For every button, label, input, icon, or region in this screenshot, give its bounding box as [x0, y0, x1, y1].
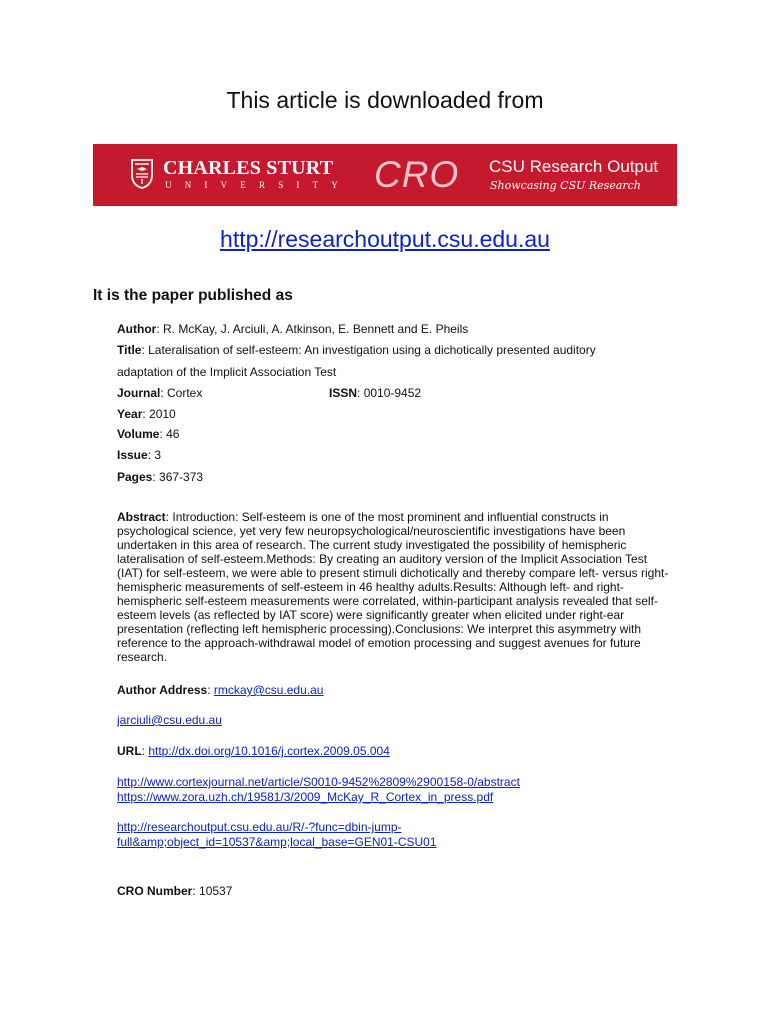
year-value: 2010 — [149, 407, 176, 421]
author-label: Author — [117, 322, 157, 336]
year-label: Year — [117, 407, 143, 421]
author-row: Author: R. McKay, J. Arciuli, A. Atkinson, E. Bennett and E. Pheils — [117, 322, 469, 336]
title-row: Title: Lateralisation of self-esteem: An investigation using a dichotically presented auditory — [117, 343, 596, 357]
cortex-journal-link[interactable]: http://www.cortexjournal.net/article/S0010-9452%2809%2900158-0/abstract — [117, 775, 520, 789]
publisher-links — [117, 775, 520, 805]
cro-tagline: Showcasing CSU Research — [490, 179, 641, 192]
email-row-2 — [117, 713, 222, 727]
cro-number-value: 10537 — [199, 884, 233, 898]
url-row: URL: http://dx.doi.org/10.1016/j.cortex.2009.05.004 — [117, 744, 390, 758]
cro-title: CSU Research Output — [489, 157, 659, 176]
pages-value: 367-373 — [159, 470, 204, 484]
title-row-continued — [117, 365, 336, 379]
cro-record-link-block — [117, 820, 437, 850]
url-label: URL — [117, 744, 142, 758]
author-address-row: Author Address: rmckay@csu.edu.au — [117, 683, 324, 697]
crest-icon — [131, 159, 153, 189]
year-row: Year: 2010 — [117, 407, 176, 421]
issue-row: Issue: 3 — [117, 448, 162, 462]
issue-value: 3 — [154, 448, 162, 462]
cro-logo: CRO — [374, 154, 460, 195]
author-address-label: Author Address — [117, 683, 208, 697]
author-value: R. McKay, J. Arciuli, A. Atkinson, E. Bennett and E. Pheils — [163, 322, 469, 336]
cro-number-label: CRO Number — [117, 884, 193, 898]
cro-record-link-continued[interactable]: full&amp;object_id=10537&amp;local_base=GEN01-CSU01 — [117, 835, 437, 849]
pages-row: Pages: 367-373 — [117, 470, 204, 484]
doi-link[interactable]: http://dx.doi.org/10.1016/j.cortex.2009.05.004 — [148, 744, 390, 758]
repository-link[interactable]: http://researchoutput.csu.edu.au — [220, 226, 550, 252]
published-heading: It is the paper published as — [93, 287, 293, 304]
cro-number-row: CRO Number: 10537 — [117, 884, 233, 898]
email-link-mckay[interactable]: rmckay@csu.edu.au — [213, 683, 324, 697]
zora-pdf-link[interactable]: https://www.zora.uzh.ch/19581/3/2009_McKay_R_Cortex_in_press.pdf — [117, 790, 494, 804]
university-subtitle: UNIVERSITY — [165, 180, 351, 190]
volume-row: Volume: 46 — [117, 427, 180, 441]
university-name: CHARLES STURT — [163, 157, 334, 179]
volume-label: Volume — [117, 427, 160, 441]
issue-label: Issue — [117, 448, 148, 462]
pages-label: Pages — [117, 470, 153, 484]
abstract-label: Abstract — [117, 510, 166, 524]
journal-value: Cortex — [167, 386, 203, 400]
title-value: Lateralisation of self-esteem: An investigation using a dichotically presented auditory — [148, 343, 596, 357]
abstract-text: Introduction: Self-esteem is one of the most prominent and influential constructs in psychological science, yet very few neuropsychological/neuroscientific investigations have been undertaken in this area of research. The current study investigated the possibility of hemispheric lateralisation of self-esteem.Methods: By creating an auditory version of the Implicit Association Test (IAT) for self-esteem, we were able to present stimuli dichotically and thereby compare left- versus right-hemispheric measurements of self-esteem in 46 healthy adults.Results: Although left- and right-hemispheric self-esteem measurements were correlated, within-participant analysis revealed that self-esteem levels (as reflected by IAT score) were significantly greater when elicited under right-ear presentation (reflecting left hemispheric processing).Conclusions: We interpret this asymmetry with reference to the approach-withdrawal model of emotion processing and suggest avenues for future research. — [117, 510, 669, 664]
volume-value: 46 — [166, 427, 180, 441]
issn-row: ISSN: 0010-9452 — [329, 386, 422, 400]
issn-label: ISSN — [329, 386, 358, 400]
journal-label: Journal — [117, 386, 161, 400]
title-label: Title — [117, 343, 142, 357]
page-title: This article is downloaded from — [226, 87, 544, 113]
issn-value: 0010-9452 — [363, 386, 422, 400]
title-value-continued: adaptation of the Implicit Association Test — [117, 365, 337, 379]
email-link-arciuli[interactable]: jarciuli@csu.edu.au — [117, 713, 222, 727]
cro-record-link[interactable]: http://researchoutput.csu.edu.au/R/-?func=dbin-jump- — [117, 820, 402, 834]
journal-row: Journal: Cortex — [117, 386, 203, 400]
csu-banner — [93, 144, 677, 206]
abstract: Abstract: Introduction: Self-esteem is one of the most prominent and influential constructs in psychological science, yet very few neuropsychological/neuroscientific investigations have been undertaken in this area of research. The current study investigated the possibility of hemispheric lateralisation of self-esteem.Methods: By creating an auditory version of the Implicit Association Test (IAT) for self-esteem, we were able to present stimuli dichotically and thereby compare left- versus right-hemispheric measurements of self-esteem in 46 healthy adults.Results: Although left- and right-hemispheric self-esteem measurements were correlated, within-participant analysis revealed that self-esteem levels (as reflected by IAT score) were significantly greater when elicited under right-ear presentation (reflecting left hemispheric processing).Conclusions: We interpret this asymmetry with reference to the approach-withdrawal model of emotion processing and suggest avenues for future research. — [117, 510, 669, 664]
